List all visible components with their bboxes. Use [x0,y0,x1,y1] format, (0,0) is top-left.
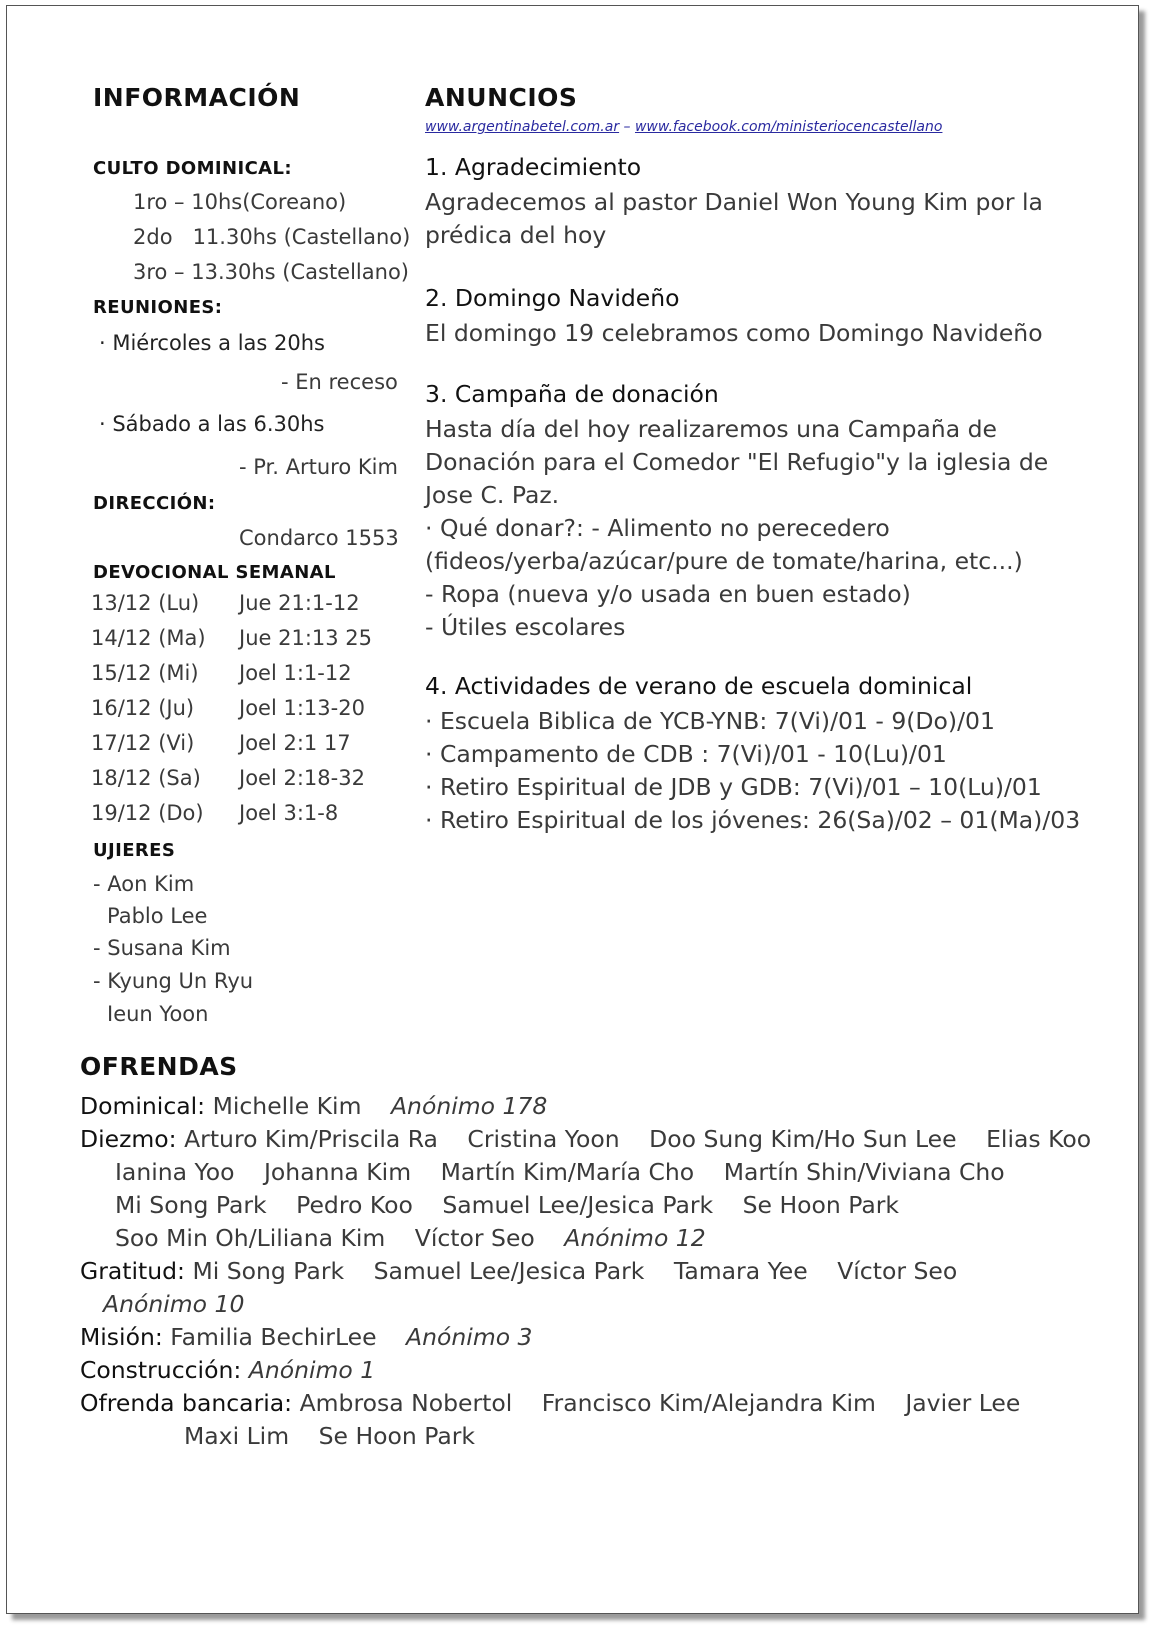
anuncio-line: - Ropa (nueva y/o usada en buen estado) [425,580,911,608]
construccion-label: Construcción: [80,1356,242,1384]
ofrendas-title: OFRENDAS [80,1052,238,1081]
anuncio-3-body [425,413,1048,644]
info-title: INFORMACIÓN [93,83,301,112]
donor: Se Hoon Park [742,1191,900,1219]
devocional-ref: Jue 21:13 25 [239,626,373,650]
ofrenda-dominical [80,1092,547,1120]
donor: Se Hoon Park [318,1422,476,1450]
direccion-label: DIRECCIÓN: [93,493,216,514]
link-separator: – [619,119,635,135]
anuncio-4-title: 4. Actividades de verano de escuela dominical [425,672,973,700]
ujieres-label: UJIERES [93,840,176,861]
donor: Javier Lee [905,1389,1021,1417]
anuncio-2-title: 2. Domingo Navideño [425,284,680,312]
devocional-date: 17/12 (Vi) [91,731,195,755]
links-line [425,119,942,135]
reunion-2-note: - Pr. Arturo Kim [239,455,398,479]
donor: Martín Shin/Viviana Cho [723,1158,1005,1186]
ujier: - Aon Kim [93,872,195,896]
direccion: Condarco 1553 [239,526,399,550]
anuncio-line: Hasta día del hoy realizaremos una Campaña de [425,415,997,443]
donor-anon: Anónimo 1 [248,1356,376,1384]
donor: Cristina Yoon [467,1125,620,1153]
bancaria-label: Ofrenda bancaria: [80,1389,293,1417]
ujier: - Kyung Un Ryu [93,969,254,993]
devocional-ref: Jue 21:1-12 [239,591,360,615]
bulletin-page [6,5,1139,1614]
donor: Samuel Lee/Jesica Park [442,1191,714,1219]
culto-label: CULTO DOMINICAL: [93,158,292,179]
ofrenda-gratitud-2 [103,1290,244,1318]
ujier: Pablo Lee [107,904,208,928]
donor: Michelle Kim [212,1092,362,1120]
ofrenda-mision [80,1323,533,1351]
mision-label: Misión: [80,1323,163,1351]
donor: Familia BechirLee [170,1323,377,1351]
donor: Mi Song Park [192,1257,345,1285]
ofrenda-construccion [80,1356,375,1384]
dominical-label: Dominical: [80,1092,206,1120]
ujier: - Susana Kim [93,936,231,960]
reunion-2: · Sábado a las 6.30hs [99,412,325,436]
anuncio-line: (fideos/yerba/azúcar/pure de tomate/harina, etc...) [425,547,1023,575]
anuncio-line: El domingo 19 celebramos como Domingo Navideño [425,319,1043,347]
ofrenda-gratitud [80,1257,957,1285]
anuncio-3-title: 3. Campaña de donación [425,380,719,408]
devocional-date: 15/12 (Mi) [91,661,199,685]
anuncio-2-body [425,317,1043,350]
ofrenda-diezmo-3 [115,1191,899,1219]
donor: Víctor Seo [414,1224,535,1252]
devocional-date: 16/12 (Ju) [91,696,195,720]
anuncio-line: - Útiles escolares [425,613,626,641]
donor: Francisco Kim/Alejandra Kim [541,1389,876,1417]
donor: Ianina Yoo [115,1158,235,1186]
donor: Mi Song Park [115,1191,267,1219]
culto-2: 2do 11.30hs (Castellano) [133,225,411,249]
donor: Arturo Kim/Priscila Ra [184,1125,438,1153]
donor: Elias Koo [986,1125,1092,1153]
donor: Pedro Koo [296,1191,413,1219]
anuncio-1-title: 1. Agradecimiento [425,153,642,181]
reunion-1-note: - En receso [281,370,398,394]
devocional-date: 19/12 (Do) [91,801,204,825]
anuncios-title: ANUNCIOS [425,83,578,112]
devocional-ref: Joel 2:1 17 [239,731,351,755]
ujier: Ieun Yoon [107,1002,209,1026]
donor: Martín Kim/María Cho [440,1158,695,1186]
donor-anon: Anónimo 12 [564,1224,706,1252]
donor: Doo Sung Kim/Ho Sun Lee [649,1125,957,1153]
anuncio-line: Jose C. Paz. [425,481,560,509]
devocional-date: 13/12 (Lu) [91,591,200,615]
ofrenda-diezmo-1 [80,1125,1091,1153]
anuncio-4-body [425,705,1080,837]
donor: Ambrosa Nobertol [299,1389,513,1417]
donor: Maxi Lim [184,1422,290,1450]
ofrenda-diezmo-4 [115,1224,706,1252]
donor-anon: Anónimo 10 [103,1290,245,1318]
website-link[interactable]: www.argentinabetel.com.ar [425,119,620,135]
devocional-date: 18/12 (Sa) [91,766,201,790]
anuncio-1-body [425,186,1043,252]
donor-anon: Anónimo 3 [406,1323,533,1351]
anuncio-line: · Campamento de CDB : 7(Vi)/01 - 10(Lu)/01 [425,740,947,768]
gratitud-label: Gratitud: [80,1257,185,1285]
devocional-date: 14/12 (Ma) [91,626,206,650]
reuniones-label: REUNIONES: [93,297,223,318]
ofrenda-bancaria-1 [80,1389,1020,1417]
devocional-ref: Joel 2:18-32 [239,766,365,790]
devocional-ref: Joel 1:13-20 [239,696,365,720]
diezmo-label: Diezmo: [80,1125,177,1153]
anuncio-line: · Qué donar?: - Alimento no perecedero [425,514,890,542]
donor: Soo Min Oh/Liliana Kim [115,1224,386,1252]
anuncio-line: Donación para el Comedor "El Refugio"y la iglesia de [425,448,1049,476]
devocional-ref: Joel 3:1-8 [239,801,339,825]
donor: Tamara Yee [673,1257,808,1285]
devocional-ref: Joel 1:1-12 [239,661,352,685]
anuncio-line: prédica del hoy [425,221,607,249]
devocional-label: DEVOCIONAL SEMANAL [93,562,336,583]
ofrenda-bancaria-2 [184,1422,475,1450]
culto-3: 3ro – 13.30hs (Castellano) [133,260,409,284]
anuncio-line: · Retiro Espiritual de los jóvenes: 26(Sa)/02 – 01(Ma)/03 [425,806,1081,834]
ofrenda-diezmo-2 [115,1158,1005,1186]
donor: Samuel Lee/Jesica Park [373,1257,645,1285]
culto-1: 1ro – 10hs(Coreano) [133,190,347,214]
anuncio-line: · Escuela Biblica de YCB-YNB: 7(Vi)/01 - 9(Do)/01 [425,707,995,735]
donor: Johanna Kim [264,1158,412,1186]
anuncio-line: · Retiro Espiritual de JDB y GDB: 7(Vi)/01 – 10(Lu)/01 [425,773,1042,801]
reunion-1: · Miércoles a las 20hs [99,331,325,355]
donor: Víctor Seo [837,1257,958,1285]
donor-anon: Anónimo 178 [390,1092,548,1120]
anuncio-line: Agradecemos al pastor Daniel Won Young Kim por la [425,188,1043,216]
facebook-link[interactable]: www.facebook.com/ministeriocencastellano [634,119,943,135]
